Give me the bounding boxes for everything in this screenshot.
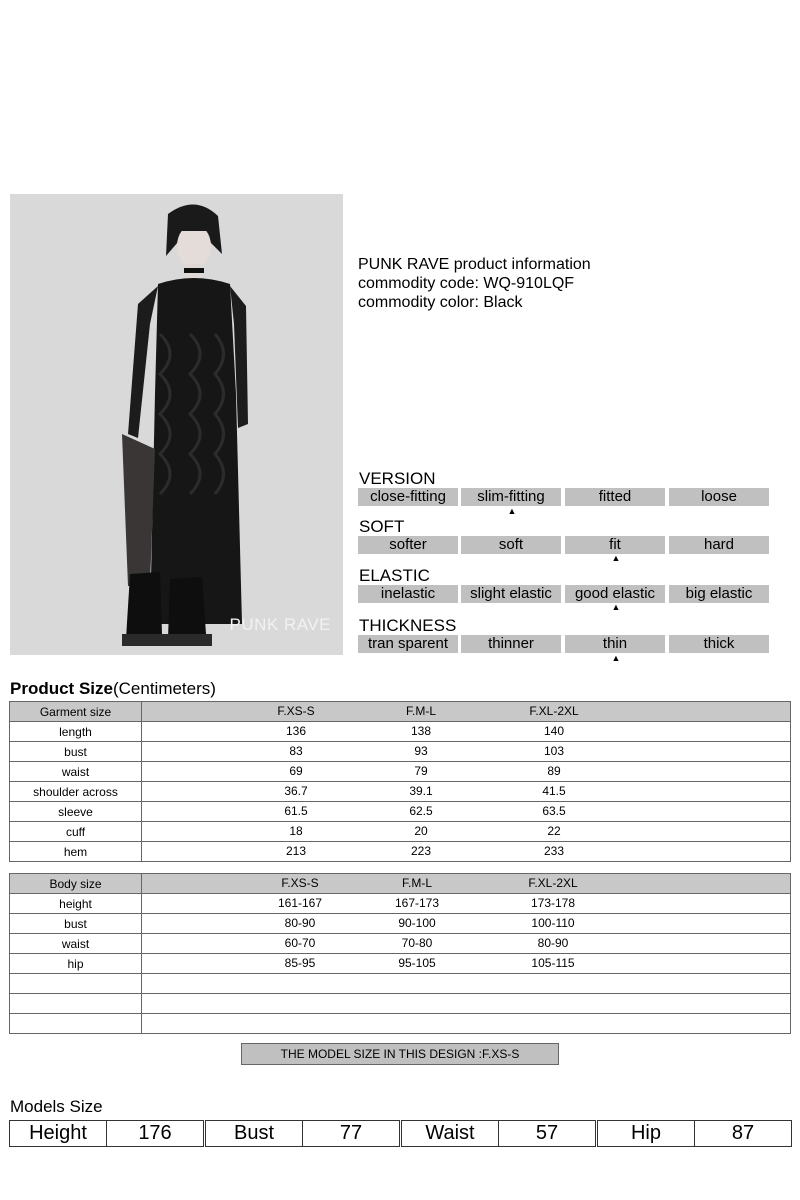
cell-value: 167-173 — [394, 896, 440, 910]
size-headers — [142, 874, 791, 894]
cell-value: 79 — [414, 764, 428, 778]
model-figure-illustration — [10, 194, 343, 655]
row-label: height — [10, 894, 142, 914]
rating-option: big elastic — [669, 585, 769, 603]
row-label: cuff — [10, 822, 142, 842]
rating-option: thinner — [461, 635, 561, 653]
row-label: shoulder across — [10, 782, 142, 802]
cell-value: 136 — [285, 724, 307, 738]
garment-size-table — [9, 701, 791, 862]
cell-value: 63.5 — [542, 804, 566, 818]
measure-value: 57 — [535, 1122, 559, 1144]
table-header-row — [10, 874, 791, 894]
cell-value: 85-95 — [284, 956, 316, 970]
model-size-banner: THE MODEL SIZE IN THIS DESIGN :F.XS-S — [241, 1043, 559, 1065]
rating-option: close-fitting — [358, 488, 458, 506]
selected-marker-icon: ▲ — [507, 506, 517, 516]
cell-value: 93 — [414, 744, 428, 758]
rating-option: thin — [565, 635, 665, 653]
row-values — [142, 842, 791, 862]
size-label: F.M-L — [406, 704, 436, 718]
measure-key: Waist — [402, 1121, 499, 1146]
row-values — [142, 722, 791, 742]
table-row — [10, 762, 791, 782]
body-size-table — [9, 873, 791, 1034]
cell-value: 223 — [410, 844, 432, 858]
table-row — [10, 894, 791, 914]
rating-option: soft — [461, 536, 561, 554]
cell-value: 69 — [289, 764, 303, 778]
row-label — [10, 994, 142, 1014]
brand-watermark: PUNK RAVE — [229, 615, 331, 634]
model-measure-hip — [597, 1120, 792, 1147]
row-label: bust — [10, 914, 142, 934]
cell-value: 22 — [547, 824, 561, 838]
models-size-title: Models Size — [10, 1097, 103, 1116]
measure-key: Height — [10, 1121, 107, 1146]
row-values — [142, 934, 791, 954]
rating-option: thick — [669, 635, 769, 653]
row-values — [142, 974, 791, 994]
product-photo — [10, 194, 343, 655]
row-label: hip — [10, 954, 142, 974]
cell-value: 18 — [289, 824, 303, 838]
rating-row-elastic — [358, 585, 772, 603]
info-brand-line: PUNK RAVE product information — [358, 256, 591, 273]
rating-option: slim-fitting — [461, 488, 561, 506]
size-headers — [142, 702, 791, 722]
cell-value: 89 — [547, 764, 561, 778]
cell-value: 161-167 — [277, 896, 323, 910]
row-values — [142, 914, 791, 934]
table-row — [10, 822, 791, 842]
table-row — [10, 974, 791, 994]
cell-value: 39.1 — [409, 784, 433, 798]
row-label: length — [10, 722, 142, 742]
product-info — [358, 255, 591, 312]
cell-value: 103 — [543, 744, 565, 758]
cell-value: 20 — [414, 824, 428, 838]
rating-option: slight elastic — [461, 585, 561, 603]
cell-value: 62.5 — [409, 804, 433, 818]
rating-option: good elastic — [565, 585, 665, 603]
row-values — [142, 742, 791, 762]
product-size-unit: (Centimeters) — [112, 679, 216, 698]
row-label — [10, 1014, 142, 1034]
table-row — [10, 914, 791, 934]
table-row — [10, 802, 791, 822]
size-label: F.M-L — [402, 876, 432, 890]
row-values — [142, 1014, 791, 1034]
garment-size-header: Garment size — [10, 702, 142, 722]
rating-option: loose — [669, 488, 769, 506]
table-row — [10, 842, 791, 862]
row-label: waist — [10, 762, 142, 782]
size-label: F.XS-S — [281, 876, 319, 890]
rating-row-version — [358, 488, 772, 506]
model-measure-waist — [401, 1120, 596, 1147]
row-label: hem — [10, 842, 142, 862]
cell-value: 140 — [543, 724, 565, 738]
row-label — [10, 974, 142, 994]
cell-value: 41.5 — [542, 784, 566, 798]
measure-value: 77 — [339, 1122, 363, 1144]
rating-option: fit — [565, 536, 665, 554]
model-measure-bust — [205, 1120, 400, 1147]
cell-value: 100-110 — [531, 916, 575, 930]
product-size-heading: Product Size — [10, 679, 113, 698]
table-row — [10, 934, 791, 954]
cell-value: 90-100 — [398, 916, 436, 930]
row-label: waist — [10, 934, 142, 954]
cell-value: 83 — [289, 744, 303, 758]
selected-marker-icon: ▲ — [611, 602, 621, 612]
cell-value: 173-178 — [530, 896, 576, 910]
table-row — [10, 742, 791, 762]
cell-value: 80-90 — [284, 916, 316, 930]
info-code-line: commodity code: WQ-910LQF — [358, 275, 575, 292]
cell-value: 233 — [543, 844, 565, 858]
size-label: F.XS-S — [277, 704, 315, 718]
cell-value: 60-70 — [284, 936, 316, 950]
cell-value: 105-115 — [531, 956, 575, 970]
cell-value: 213 — [285, 844, 307, 858]
cell-value: 138 — [410, 724, 432, 738]
row-label: sleeve — [10, 802, 142, 822]
measure-value: 176 — [138, 1122, 172, 1144]
selected-marker-icon: ▲ — [611, 553, 621, 563]
row-values — [142, 822, 791, 842]
cell-value: 61.5 — [284, 804, 308, 818]
table-row — [10, 1014, 791, 1034]
cell-value: 95-105 — [398, 956, 436, 970]
measure-value: 87 — [731, 1122, 755, 1144]
measure-key: Bust — [206, 1121, 303, 1146]
size-label: F.XL-2XL — [529, 704, 579, 718]
product-size-title — [10, 679, 216, 699]
info-color-line: commodity color: Black — [358, 294, 523, 311]
cell-value: 36.7 — [284, 784, 308, 798]
table-row — [10, 994, 791, 1014]
cell-value: 80-90 — [537, 936, 569, 950]
row-values — [142, 954, 791, 974]
rating-title-elastic: ELASTIC — [359, 566, 430, 585]
rating-option: hard — [669, 536, 769, 554]
rating-title-version: VERSION — [359, 469, 436, 488]
row-label: bust — [10, 742, 142, 762]
table-row — [10, 782, 791, 802]
rating-row-soft — [358, 536, 772, 554]
body-size-header: Body size — [10, 874, 142, 894]
table-row — [10, 722, 791, 742]
rating-option: softer — [358, 536, 458, 554]
rating-row-thickness — [358, 635, 772, 653]
rating-option: fitted — [565, 488, 665, 506]
rating-option: inelastic — [358, 585, 458, 603]
cell-value: 70-80 — [401, 936, 433, 950]
rating-title-thickness: THICKNESS — [359, 616, 457, 635]
selected-marker-icon: ▲ — [611, 653, 621, 663]
table-header-row — [10, 702, 791, 722]
model-measure-height — [9, 1120, 204, 1147]
rating-title-soft: SOFT — [359, 517, 405, 536]
row-values — [142, 802, 791, 822]
table-row — [10, 954, 791, 974]
size-label: F.XL-2XL — [528, 876, 578, 890]
row-values — [142, 762, 791, 782]
row-values — [142, 994, 791, 1014]
row-values — [142, 782, 791, 802]
rating-option: tran sparent — [358, 635, 458, 653]
row-values — [142, 894, 791, 914]
measure-key: Hip — [598, 1121, 695, 1146]
